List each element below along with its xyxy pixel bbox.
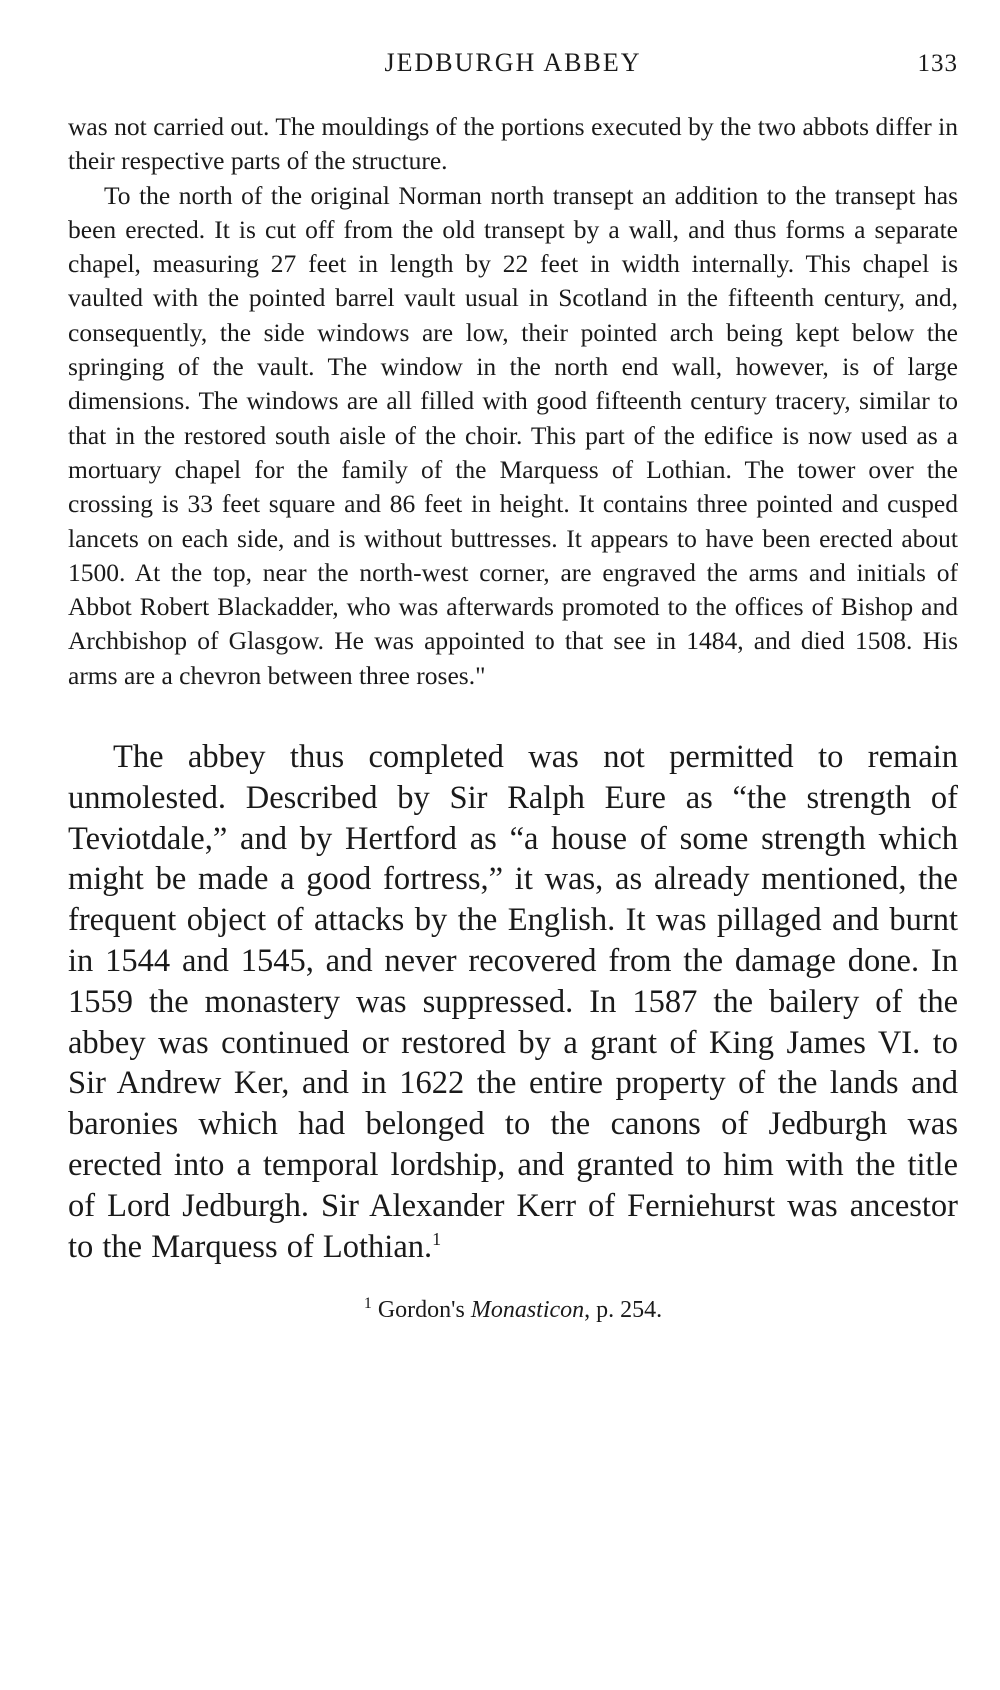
running-head xyxy=(68,40,958,80)
footnote-reference[interactable]: 1 xyxy=(432,1228,442,1249)
book-page xyxy=(68,40,958,1324)
quote-paragraph: To the north of the original Norman north transept an addition to the transept has been erected. It is cut off from the old transept by a wall, and thus forms a separate chapel, measuring 27 feet in length by 22 feet in width internally. This chapel is vaulted with the pointed barrel vault usual in Scotland in the fifteenth century, and, consequently, the side windows are low, their pointed arch being kept below the springing of the vault. The window in the north end wall, however, is of large dimensions. The windows are all filled with good fifteenth century tracery, similar to that in the restored south aisle of the choir. This part of the edifice is now used as a mortuary chapel for the family of the Marquess of Lothian. The tower over the crossing is 33 feet square and 86 feet in height. It contains three pointed and cusped lancets on each side, and is without buttresses. It appears to have been erected about 1500. At the top, near the north-west corner, are engraved the arms and initials of Abbot Robert Blackadder, who was afterwards promoted to the offices of Bishop and Archbishop of Glasgow. He was appointed to that see in 1484, and died 1508. His arms are a chevron between three roses." xyxy=(68,180,958,690)
body-paragraph xyxy=(68,737,958,1267)
footnote-work-title: Monasticon xyxy=(470,1297,585,1324)
page-number: 133 xyxy=(917,50,958,77)
footnote-author: Gordon's xyxy=(377,1297,465,1324)
quote-paragraph-continued: was not carried out. The mouldings of the portions executed by the two abbots differ in their respective parts of the structure. xyxy=(68,112,958,176)
footnote-page-ref: , p. 254. xyxy=(584,1297,663,1324)
running-title: JEDBURGH ABBEY xyxy=(384,48,642,77)
footnote-number: 1 xyxy=(363,1295,372,1313)
body-paragraph-text: The abbey thus completed was not permitted to remain unmolested. Described by Sir Ralph Eure as “the strength of Teviotdale,” and by Hertford as “a house of some strength which might be made a good fortress,” it was, as already mentioned, the frequent object of attacks by the English. It was pillaged and burnt in 1544 and 1545, and never recovered from the damage done. In 1559 the monastery was suppressed. In 1587 the bailery of the abbey was continued or restored by a grant of King James VI. to Sir Andrew Ker, and in 1622 the entire property of the lands and baronies which had belonged to the canons of Jedburgh was erected into a temporal lordship, and granted to him with the title of Lord Jedburgh. Sir Alexander Kerr of Ferniehurst was ancestor to the Marquess of Lothian. xyxy=(68,739,958,1265)
quoted-passage xyxy=(68,110,958,693)
footnote xyxy=(68,1297,958,1324)
